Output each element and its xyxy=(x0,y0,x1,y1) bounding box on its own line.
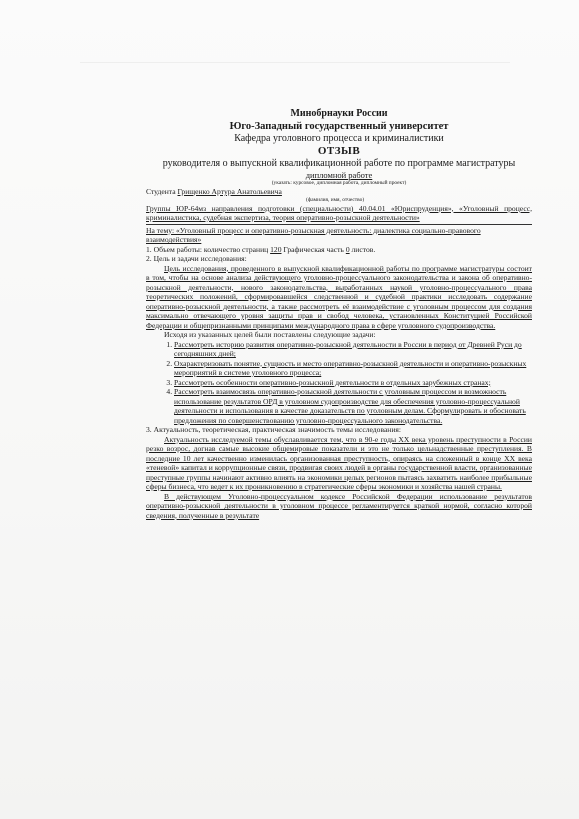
university-name: Юго-Западный государственный университет xyxy=(229,121,449,132)
document-subtitle: руководителя о выпускной квалификационной работе по программе магистратуры xyxy=(162,158,516,169)
work-volume xyxy=(146,245,532,255)
goals-heading: 2. Цель и задачи исследования: xyxy=(146,254,247,263)
document-title-block xyxy=(146,145,532,187)
relevance-heading: 3. Актуальность, теоретическая, практическая значимость темы исследования: xyxy=(146,425,402,434)
list-item: 1. Рассмотреть историю развития оперативно-розыскной деятельности в России в период от Древней Руси до сегодняшних дней; xyxy=(174,340,532,359)
student-name: Грищенко Артура Анатольевича xyxy=(177,187,282,196)
divider xyxy=(146,224,532,225)
document-title: ОТЗЫВ xyxy=(317,145,361,157)
ministry-name: Минобрнауки России xyxy=(290,108,388,119)
list-item: 2. Охарактеризовать понятие, сущность и место оперативно-розыскной деятельности и оперативно-розыскных мероприятий в системе уголовного процесса; xyxy=(174,359,532,378)
topic: На тему: «Уголовный процесс и оперативно-розыскная деятельность: диалектика социально-правового взаимодействия» xyxy=(146,225,481,244)
page-count: 120 xyxy=(270,244,282,254)
volume-label: 1. Объем работы: количество страниц xyxy=(146,244,269,254)
relevance-paragraph-1: Актуальность исследуемой темы обуславливается тем, что в 90-е годы XX века уровень преступности в России резко возрос, догнав самые высокие общемировые показатели и это не только цельнадственные преступления. В последние 10 лет качественно изменилась организованная преступность, опираясь на сложенный в конце XX века «теневой» капитал и коррупционные связи, продвигая своих людей в органы государственной власти, организованные преступные группы начинают активно влиять на экономики целых регионов пытаясь захватить наиболее прибыльные сферы бизнеса, что ведет к их проникновению в стратегические сферы экономики и хозяйства нашей страны. xyxy=(146,434,532,491)
tasks-intro: Исходя из указанных целей были поставлены следующие задачи: xyxy=(164,330,376,339)
review-document xyxy=(146,108,532,520)
document-header xyxy=(146,108,532,145)
work-type: дипломной работе xyxy=(305,170,373,180)
graphics-count: 0 xyxy=(345,244,350,254)
list-item: 3. Рассмотреть особенности оперативно-розыскной деятельности в отдельных зарубежных странах; xyxy=(174,378,532,388)
list-item: 4. Рассмотреть взаимосвязь оперативно-розыскной деятельности с уголовным процессом и возможность использование результатов ОРД в уголовном судопроизводстве для обеспечения уголовно-процессуальной деятельности и использования в качестве доказательств по уголовным делам. Сформулировать и обосновать предложения по совершенствованию уголовно-процессуального законодательства. xyxy=(174,387,532,425)
scan-artifact-line xyxy=(80,62,510,63)
tasks-list xyxy=(146,340,532,426)
student-line xyxy=(146,187,532,197)
goals-paragraph: Цель исследования, проведенного в выпускной квалификационной работы по программе магистратуры состоит в том, чтобы на основе анализа действующего уголовно-процессуального законодательства и закона об оперативно-розыскной деятельности, нового законодательства, выработанных наукой уголовно-процессуального права теоретических положений, сформировавшейся следственной и судебной практики исследовать содержание оперативно-розыскной деятельности, а также рассмотреть её взаимодействие с уголовным процессом для создания максимально отвечающего уровня защиты прав и свобод человека, установленных Конституцией Российской Федерации и общепризнанными принципами международного права в сфере уголовного судопроизводства. xyxy=(146,263,532,330)
sheets-label: листов. xyxy=(351,244,376,254)
department-name: Кафедра уголовного процесса и криминалистики xyxy=(234,133,444,144)
graphics-label: Графическая часть xyxy=(283,244,344,254)
relevance-paragraph-2: В действующем Уголовно-процессуальном кодексе Российской Федерации использование результатов оперативно-розыскной деятельности в уголовном процессе регламентируется краткой нормой, согласно которой сведения, полученные в результате xyxy=(146,491,532,520)
student-label: Студента xyxy=(146,187,176,196)
student-hint: (фамилия, имя, отчество) xyxy=(306,196,365,203)
work-type-hint: (указать: курсовое, дипломная работа, дипломный проект) xyxy=(271,180,407,186)
group-info: Группы ЮР-64мз направления подготовки (специальности) 40.04.01 «Юриспруденция», «Уголовный процесс, криминалистика, судебная экспертиза, теория оперативно-розыскной деятельности» xyxy=(146,203,532,222)
